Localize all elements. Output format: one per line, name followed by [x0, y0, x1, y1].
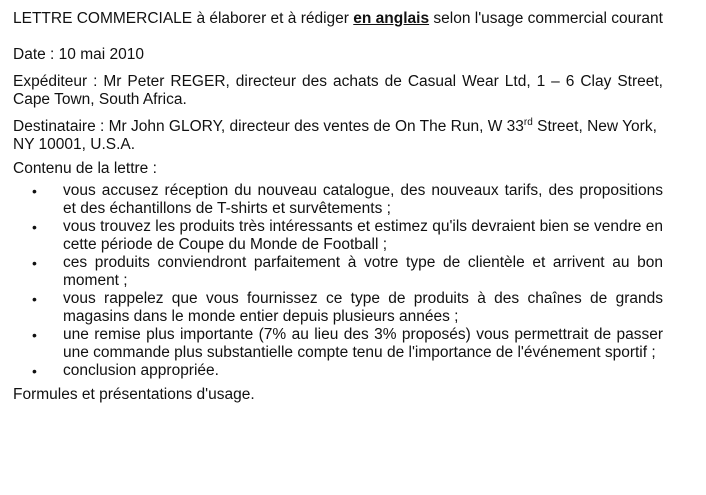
document [13, 10, 663, 404]
list-item [13, 362, 663, 380]
list-item-text: vous rappelez que vous fournissez ce type de produits à des chaînes de grands magasins dans le monde entier depuis plusieurs années ; [63, 290, 663, 325]
content-label: Contenu de la lettre : [13, 160, 157, 177]
sender-info: Expéditeur : Mr Peter REGER, directeur des achats de Casual Wear Ltd, 1 – 6 Clay Street, Cape Town, South Africa. [13, 73, 663, 108]
list-item-text: ces produits conviendront parfaitement à votre type de clientèle et arrivent au bon moment ; [63, 254, 663, 289]
content-points-list [13, 182, 663, 380]
list-item [13, 254, 663, 290]
bullet-icon: • [32, 183, 37, 199]
bullet-icon: • [32, 255, 37, 271]
letter-date: Date : 10 mai 2010 [13, 46, 144, 63]
list-item-text: vous accusez réception du nouveau catalogue, des nouveaux tarifs, des propositions et des échantillons de T-shirts et survêtements ; [63, 182, 663, 217]
list-item [13, 218, 663, 254]
list-item [13, 290, 663, 326]
bullet-icon: • [32, 327, 37, 343]
recipient-info [13, 118, 663, 154]
list-item-text: une remise plus importante (7% au lieu des 3% proposés) vous permettrait de passer une commande plus substantielle compte tenu de l'importance de l'événement sportif ; [63, 326, 663, 361]
recipient-text-start: Destinataire : Mr John GLORY, directeur des ventes de On The Run, W 33 [13, 118, 524, 135]
heading-text-end: selon l'usage commercial courant [429, 10, 663, 27]
bullet-icon: • [32, 291, 37, 307]
recipient-text-end: Street, New York, NY 10001, U.S.A. [13, 118, 657, 153]
closing-formulas: Formules et présentations d'usage. [13, 386, 255, 403]
heading-text-start: LETTRE COMMERCIALE à élaborer et à rédiger [13, 10, 354, 27]
bullet-icon: • [32, 363, 37, 379]
list-item [13, 326, 663, 362]
list-item [13, 182, 663, 218]
bullet-icon: • [32, 219, 37, 235]
list-item-text: vous trouvez les produits très intéressants et estimez qu'ils devraient bien se vendre en cette période de Coupe du Monde de Football ; [63, 218, 663, 253]
heading-emphasis: en anglais [353, 10, 430, 27]
letter-heading [13, 10, 663, 28]
list-item-text: conclusion appropriée. [63, 362, 219, 379]
recipient-superscript: rd [523, 116, 533, 128]
